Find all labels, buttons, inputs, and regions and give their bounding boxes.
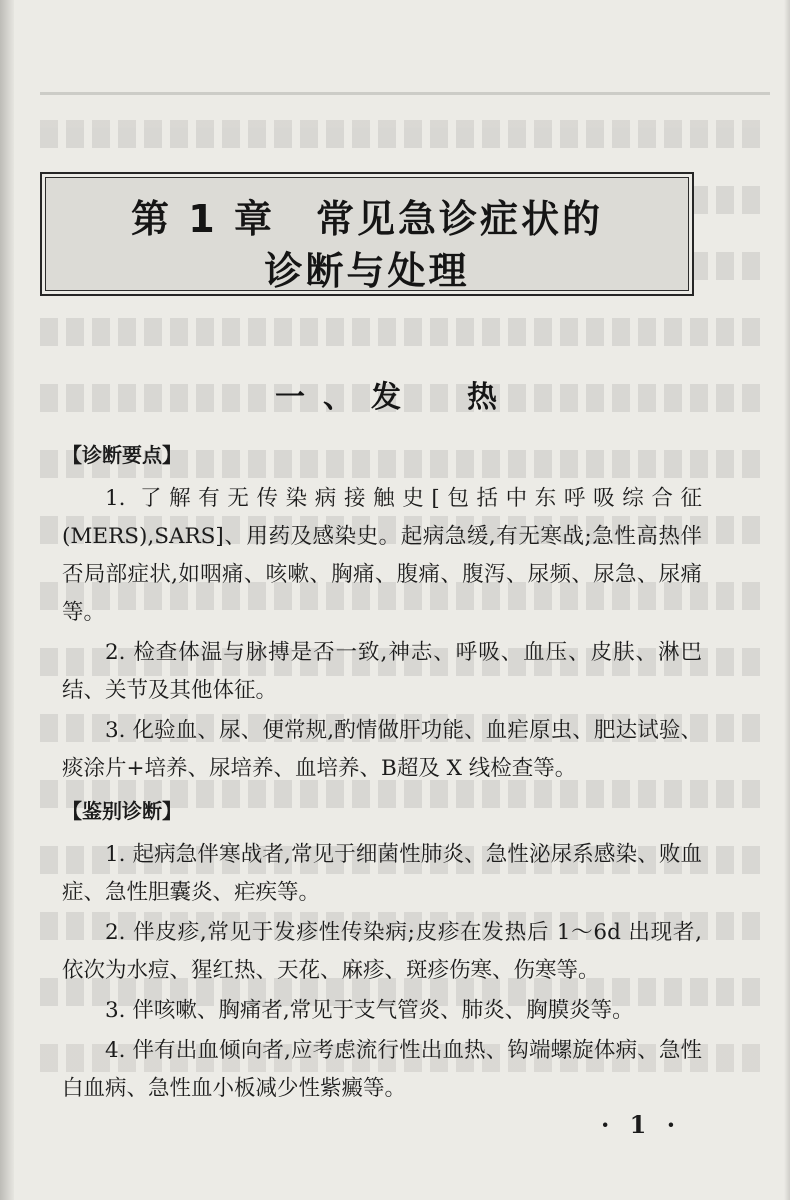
diagnosis-item-3: 3. 化验血、尿、便常规,酌情做肝功能、血疟原虫、肥达试验、痰涂片+培养、尿培养、血培养、B超及 X 线检查等。 [62, 718, 702, 781]
diagnosis-item-1: 1. 了解有无传染病接触史[包括中东呼吸综合征(MERS),SARS]、用药及感染史。起病急缓,有无寒战;急性高热伴否局部症状,如咽痛、咳嗽、胸痛、腹痛、腹泻、尿频、尿急、尿痛等。 [62, 486, 702, 625]
differential-heading: 【鉴别诊断】 [62, 799, 182, 823]
chapter-title-line-2: 诊断与处理 [264, 249, 470, 293]
diagnosis-item-2: 2. 检查体温与脉搏是否一致,神志、呼吸、血压、皮肤、淋巴结、关节及其他体征。 [62, 640, 702, 703]
differential-item-1: 1. 起病急伴寒战者,常见于细菌性肺炎、急性泌尿系感染、败血症、急性胆囊炎、疟疾等。 [62, 842, 702, 905]
page-binding-edge [0, 0, 14, 1200]
diagnosis-heading: 【诊断要点】 [62, 443, 182, 467]
bleed-through-rule [40, 92, 770, 95]
bleed-through-header [120, 56, 720, 80]
chapter-title-line-1: 第 1 章 常见急诊症状的 [131, 197, 603, 241]
page-right-edge [784, 0, 790, 1200]
page-number: · 1 · [600, 1110, 682, 1139]
differential-item-4: 4. 伴有出血倾向者,应考虑流行性出血热、钩端螺旋体病、急性白血病、急性血小板减少性紫癜等。 [62, 1038, 702, 1101]
section-title: 一、发 热 [275, 380, 515, 415]
differential-item-2: 2. 伴皮疹,常见于发疹性传染病;皮疹在发热后 1～6d 出现者,依次为水痘、猩红热、天花、麻疹、斑疹伤寒、伤寒等。 [62, 920, 702, 983]
body-text [62, 432, 702, 1110]
chapter-title-box [40, 172, 694, 296]
differential-item-3: 3. 伴咳嗽、胸痛者,常见于支气管炎、肺炎、胸膜炎等。 [105, 998, 634, 1023]
